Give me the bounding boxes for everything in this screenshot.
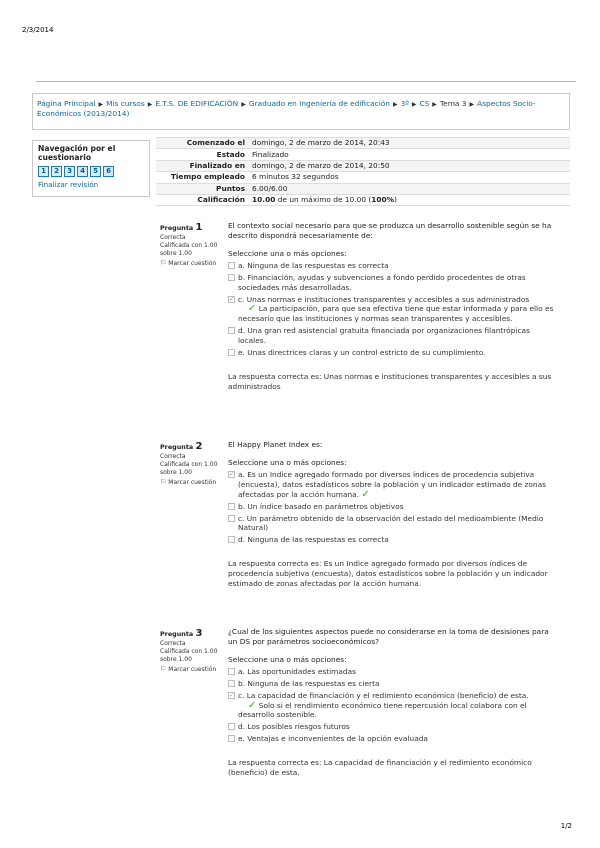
summary-label: Comenzado el [156,138,249,149]
checkbox-checked[interactable]: ✓ [229,295,235,303]
flag-icon: ⚐ [160,665,167,674]
breadcrumb [32,93,570,130]
triangle-right-icon: ▶ [98,101,104,108]
question-status: Correcta [160,234,186,241]
triangle-right-icon: ▶ [241,101,246,108]
checkbox[interactable] [228,327,235,334]
question-button-4[interactable]: 4 [77,166,88,177]
question-number-value: 2 [195,441,203,452]
checkbox[interactable] [228,680,235,687]
flag-question-label: Marcar cuestión [168,479,217,487]
grade-value [249,194,570,205]
summary-value: domingo, 2 de marzo de 2014, 20:50 [249,160,570,171]
attempt-summary [156,137,570,206]
answer-prompt: Seleccione una o más opciones: [228,457,347,467]
option-content [238,295,560,325]
summary-label: Finalizado en [156,160,249,171]
triangle-right-icon: ▶ [411,101,417,108]
option-content [238,470,560,500]
option-text: d. Los posibles riesgos futuros [238,722,350,732]
check-icon: ✓ [248,303,257,315]
answer-option-selected[interactable] [228,691,560,721]
flag-question[interactable] [160,260,226,268]
summary-value: 6.00/6.00 [249,183,570,194]
answer-option[interactable] [228,326,560,346]
summary-row [156,149,570,160]
checkbox[interactable] [228,349,235,356]
option-text: b. Un índice basado en parámetros objetivos [238,501,404,511]
flag-question-label: Marcar cuestión [168,260,217,268]
option-text: d. Ninguna de las respuestas es correcta [238,535,389,545]
breadcrumb-course[interactable]: CS [419,99,430,108]
answer-option[interactable] [228,722,560,732]
answer-option-selected[interactable] [228,295,560,325]
triangle-right-icon: ▶ [432,101,437,108]
summary-value: 6 minutos 32 segundos [249,172,570,183]
checkbox-checked[interactable]: ✓ [229,470,235,478]
answer-option[interactable] [228,535,560,545]
answer-prompt: Seleccione una o más opciones: [228,654,347,664]
question-text: El contexto social necesario para que se produzca un desarrollo sostenible según se ha descrito dispondrá necesariamente de: [228,221,552,240]
checkbox[interactable] [228,262,235,269]
option-text: c. Unas normas e instituciones transparentes y accesibles a sus administrados [238,294,530,304]
option-feedback [238,701,527,720]
checkbox[interactable] [228,503,235,510]
divider [36,81,576,82]
question-body [228,221,560,392]
question-info [160,627,226,674]
flag-icon: ⚐ [160,478,167,487]
right-answer: La respuesta correcta es: Es un Indice agregado formado por diversos índices de procedencia subjetiva (encuesta), datos estadísticos sobre la población y un indicador estimado de zonas afectadas por la acción humana. [228,559,548,589]
question-grade: Calificada con 1.00 sobre 1.00 [160,460,218,476]
question-text: ¿Cual de los siguientes aspectos puede no considerarse en la toma de desisiones para un DS por parámetros socioeconómicos? [228,627,549,646]
question-button-5[interactable]: 5 [90,166,101,177]
checkbox[interactable] [228,515,235,522]
answer-option[interactable] [228,667,560,677]
check-icon: ✓ [248,699,257,711]
answer-option[interactable] [228,261,560,271]
breadcrumb-quiz[interactable]: Aspectos Socio-Económicos (2013/2014) [37,99,536,118]
feedback-text: La participación, para que sea efectiva tiene que estar informada y para ello es necesario que las instituciones y normas sean transparentes y accesibles. [238,304,554,324]
breadcrumb-my-courses[interactable]: Mis cursos [106,99,145,108]
breadcrumb-school[interactable]: E.T.S. DE EDIFICACIÓN [155,99,239,108]
grade-label: Calificación [156,194,249,205]
quiz-navigation [32,140,150,197]
answer-option[interactable] [228,679,560,689]
question-number [160,627,226,640]
checkbox[interactable] [228,274,235,281]
summary-value: Finalizado [249,149,570,160]
summary-label: Puntos [156,183,249,194]
option-text: b. Financiación, ayudas y subvenciones a fondo perdido procedentes de otras sociedades más desarrolladas. [238,272,526,292]
flag-icon: ⚐ [160,259,167,268]
breadcrumb-home[interactable]: Página Principal [37,99,96,108]
option-text: d. Una gran red asistencial gratuita financiada por organizaciones filantrópicas locales. [238,326,530,346]
question-info [160,440,226,487]
question-buttons [38,166,144,177]
summary-label: Tiempo empleado [156,172,249,183]
summary-row [156,138,570,149]
triangle-right-icon: ▶ [469,101,475,108]
checkbox[interactable] [228,668,235,675]
question-button-3[interactable]: 3 [64,166,75,177]
option-text: b. Ninguna de las respuestas es cierta [238,678,380,688]
triangle-right-icon: ▶ [147,101,153,108]
checkbox[interactable] [228,735,235,742]
option-text: c. La capacidad de financiación y el redimiento económico (beneficio) de esta. [238,690,529,700]
option-text: c. Un parámetro obtenido de la observación del estado del medioambiente (Medio Natural) [238,513,544,533]
question-grade: Calificada con 1.00 sobre 1.00 [160,241,218,257]
checkbox[interactable] [228,723,235,730]
question-text: El Happy Planet Index es: [228,440,323,449]
summary-label: Estado [156,149,249,160]
quiz-navigation-title: Navegación por el cuestionario [38,144,116,163]
answer-option-selected[interactable] [228,470,560,500]
grade-end: ) [394,195,397,205]
check-icon: ✓ [361,488,370,500]
question-label: Pregunta [160,630,194,638]
answer-option[interactable] [228,273,560,293]
summary-row [156,183,570,194]
question-button-1[interactable]: 1 [38,166,49,177]
question-body [228,627,560,778]
feedback-text: Solo si el rendimiento económico tiene repercusión local colabora con el desarrollo sostenible. [238,700,527,720]
question-label: Pregunta [160,443,194,451]
question-info [160,221,226,268]
question-number [160,440,226,453]
answer-prompt: Seleccione una o más opciones: [228,248,347,258]
option-text: a. Las oportunidades estimadas [238,666,356,676]
finish-review-link[interactable]: Finalizar revisión [38,179,99,189]
question-number-value: 3 [195,628,203,639]
summary-row [156,194,570,205]
question-button-6[interactable]: 6 [103,166,114,177]
option-text: e. Unas directrices claras y un control estricto de su cumplimiento. [238,348,486,358]
question-label: Pregunta [160,224,194,232]
right-answer: La respuesta correcta es: Unas normas e instituciones transparentes y accesibles a sus administrados [228,372,552,391]
answer-option[interactable] [228,734,560,744]
summary-row [156,160,570,171]
question-grade: Calificada con 1.00 sobre 1.00 [160,647,218,663]
option-content [238,691,560,721]
grade-percent: 100% [371,195,395,205]
question-status: Correcta [160,640,186,647]
flag-question[interactable] [160,666,226,674]
summary-row [156,172,570,183]
breadcrumb-degree[interactable]: Graduado en Ingeniería de edificación [248,99,390,108]
breadcrumb-year[interactable]: 3º [400,99,409,108]
question-button-2[interactable]: 2 [51,166,62,177]
checkbox[interactable] [228,536,235,543]
question-number [160,221,226,234]
option-text: a. Es un Indice agregado formado por diversos índices de procedencia subjetiva (encuesta), datos estadísticos sobre la población y un indicador estimado de zonas afectadas por la acción humana. [238,469,546,499]
question-body [228,440,560,589]
grade-max: de un máximo de 10.00 ( [275,195,372,205]
option-text: a. Ninguna de las respuestas es correcta [238,260,389,270]
triangle-right-icon: ▶ [393,101,398,108]
option-feedback [238,304,553,323]
summary-value: domingo, 2 de marzo de 2014, 20:43 [249,138,570,149]
question-number-value: 1 [195,222,203,233]
page-number: 1/2 [560,822,572,830]
flag-question-label: Marcar cuestión [168,666,217,674]
question-status: Correcta [160,453,186,460]
print-date: 2/3/2014 [22,26,54,34]
option-text: e. Ventajas e inconvenientes de la opción evaluada [238,734,428,744]
breadcrumb-topic: Tema 3 [439,99,467,108]
right-answer: La respuesta correcta es: La capacidad de financiación y el redimiento económico (beneficio) de esta. [228,758,532,778]
answer-option[interactable] [228,514,560,534]
answer-option[interactable] [228,502,560,512]
checkbox-checked[interactable]: ✓ [229,691,235,699]
answer-option[interactable] [228,348,560,358]
flag-question[interactable] [160,479,226,487]
grade-score: 10.00 [252,195,276,205]
